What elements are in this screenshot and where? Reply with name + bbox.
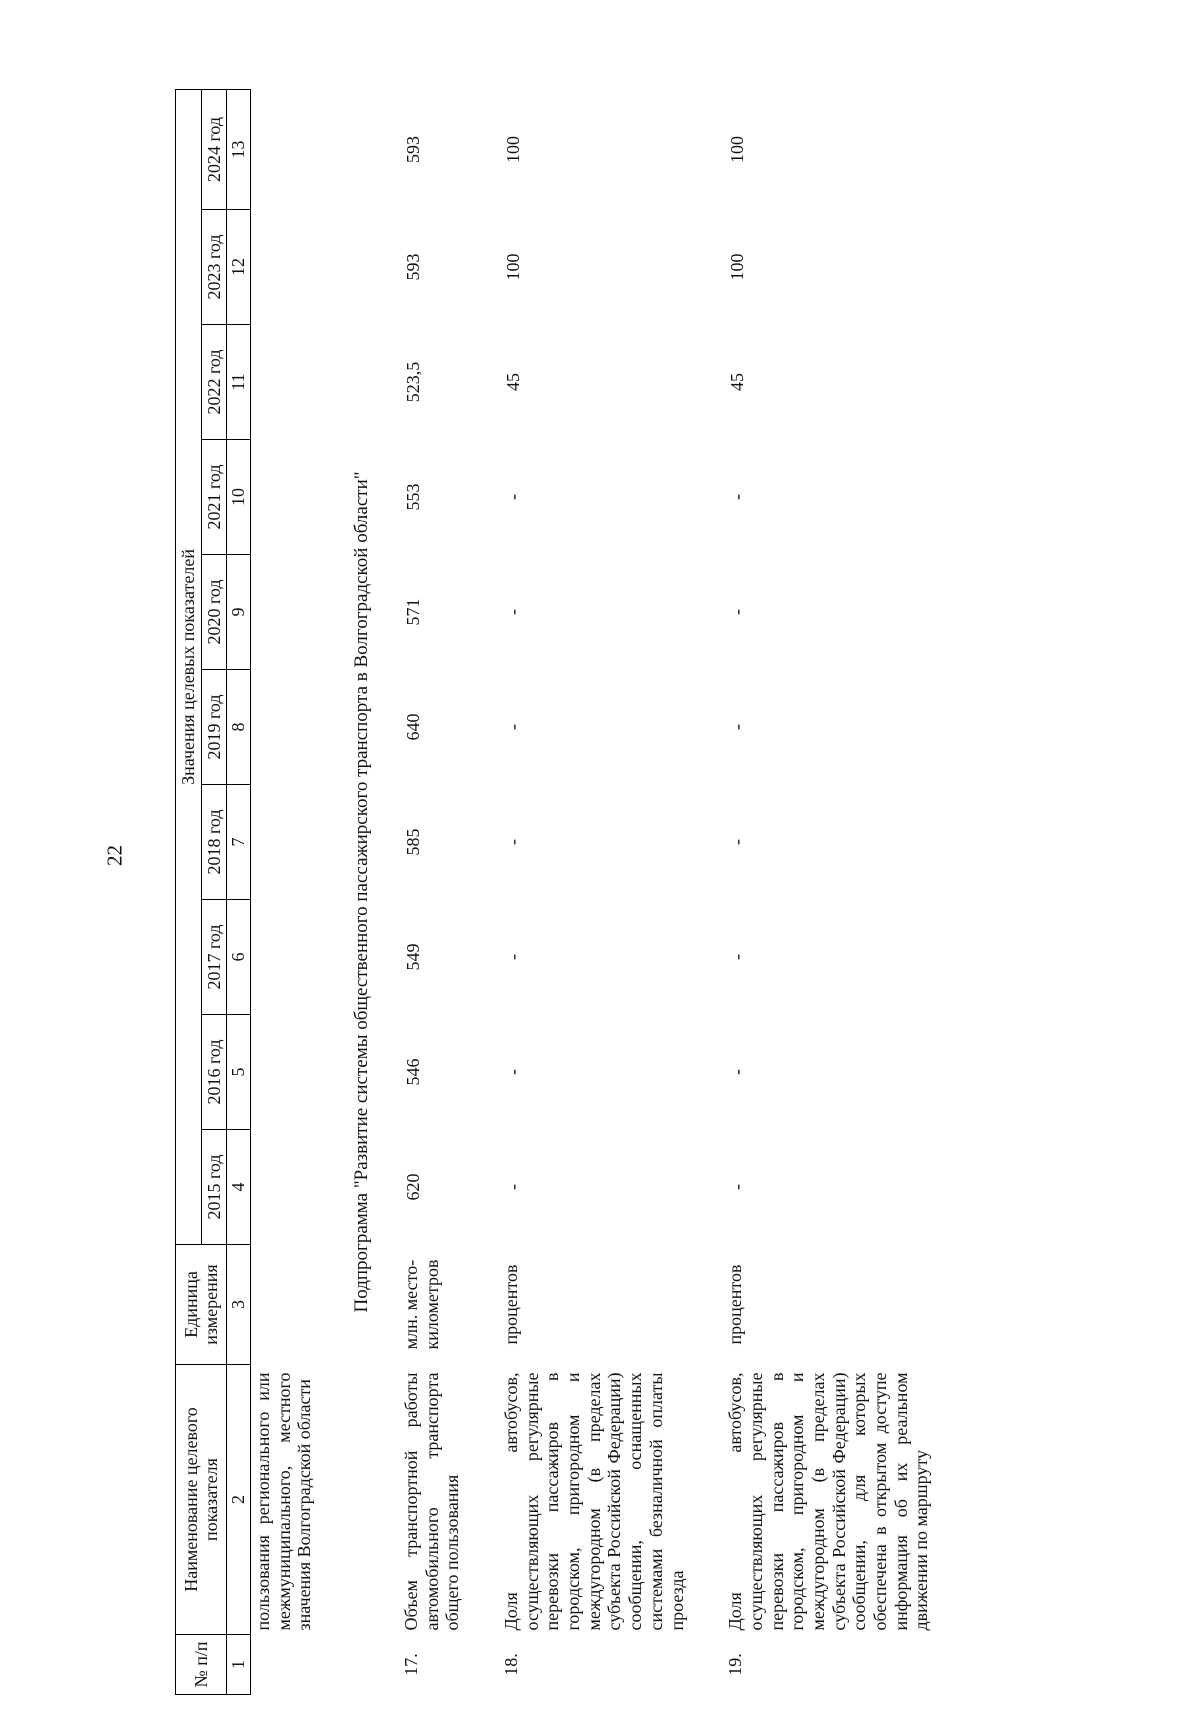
column-number: 9 (227, 555, 251, 670)
value-cell: - (503, 1184, 524, 1190)
column-number: 10 (227, 440, 251, 555)
value-cell: 620 (402, 1173, 423, 1201)
column-number: 2 (227, 1365, 251, 1635)
value-cell: 100 (503, 253, 524, 281)
subprogram-title: Подпрограмма "Развитие системы общественного пассажирского транспорта в Волгоградской области" (351, 471, 373, 1313)
value-cell: 100 (727, 135, 748, 163)
subprogram-row (317, 89, 399, 1694)
column-number: 7 (227, 785, 251, 900)
value-cell: 45 (727, 373, 748, 391)
header-year: 2023 год (201, 210, 227, 325)
value-cell: - (503, 609, 524, 615)
value-cell: 553 (402, 483, 423, 511)
value-cell: 593 (402, 253, 423, 281)
indicator-unit: процентов (725, 1264, 746, 1345)
value-cell: - (727, 954, 748, 960)
header-year: 2022 год (201, 325, 227, 440)
header-unit: Единица измерения (176, 1245, 227, 1365)
header-year: 2018 год (201, 785, 227, 900)
column-number: 4 (227, 1130, 251, 1245)
column-number: 8 (227, 670, 251, 785)
value-cell: - (503, 724, 524, 730)
header-values-group: Значения целевых показателей (176, 89, 202, 1244)
header-year: 2015 год (201, 1130, 227, 1245)
column-number: 1 (227, 1635, 251, 1695)
header-year: 2021 год (201, 440, 227, 555)
value-cell: - (727, 839, 748, 845)
header-num: № п/п (176, 1635, 227, 1695)
value-cell: 546 (402, 1058, 423, 1086)
column-number: 12 (227, 210, 251, 325)
indicator-name: Доля автобусов, осуществляющих регулярные перевозки пассажиров в городском, пригородном и междугородном (в пределах субъекта Российской Федерации) сообщении, для которых обеспечена в открытом доступе информация об их реальном движении по маршруту (725, 1372, 932, 1631)
table-row (399, 89, 465, 1694)
header-year: 2019 год (201, 670, 227, 785)
value-cell: 100 (727, 253, 748, 281)
value-cell: - (727, 1184, 748, 1190)
indicator-unit: млн. место-километров (400, 1259, 442, 1350)
row-number: 19. (725, 1653, 746, 1676)
value-cell: 45 (503, 373, 524, 391)
indicator-unit: процентов (501, 1264, 522, 1345)
page-number: 22 (102, 845, 127, 866)
indicators-table (175, 89, 934, 1695)
header-year: 2024 год (201, 89, 227, 209)
row-number: 17. (400, 1653, 421, 1676)
value-cell: 593 (402, 135, 423, 163)
value-cell: 640 (402, 713, 423, 741)
column-number: 11 (227, 325, 251, 440)
header-name: Наименование целевого показателя (176, 1365, 227, 1635)
table-row (251, 89, 318, 1694)
column-number: 3 (227, 1245, 251, 1365)
value-cell: - (503, 839, 524, 845)
value-cell: - (503, 1069, 524, 1075)
header-year: 2020 год (201, 555, 227, 670)
value-cell: - (727, 1069, 748, 1075)
value-cell: - (503, 954, 524, 960)
row-number: 18. (501, 1653, 522, 1676)
value-cell: - (727, 609, 748, 615)
value-cell: 523,5 (402, 361, 423, 403)
value-cell: - (503, 494, 524, 500)
table-row (499, 89, 689, 1694)
header-year: 2016 год (201, 1015, 227, 1130)
column-number: 6 (227, 900, 251, 1015)
indicator-name: Доля автобусов, осуществляющих регулярные перевозки пассажиров в городском, пригородном и междугородном (в пределах субъекта Российской Федерации) сообщении, оснащенных системами безналичной оплаты проезда (501, 1372, 687, 1631)
value-cell: - (727, 494, 748, 500)
indicator-name: Объем транспортной работы автомобильного транспорта общего пользования (400, 1372, 463, 1631)
header-year: 2017 год (201, 900, 227, 1015)
column-number: 5 (227, 1015, 251, 1130)
value-cell: 571 (402, 598, 423, 626)
continued-indicator-name: пользования регионального или межмуниципального, местного значения Волгоградской области (253, 1372, 315, 1631)
column-number: 13 (227, 89, 251, 209)
rotated-landscape-sheet (175, 95, 1200, 1695)
value-cell: - (727, 724, 748, 730)
value-cell: 549 (402, 943, 423, 971)
value-cell: 585 (402, 828, 423, 856)
table-row (723, 89, 934, 1694)
value-cell: 100 (503, 135, 524, 163)
